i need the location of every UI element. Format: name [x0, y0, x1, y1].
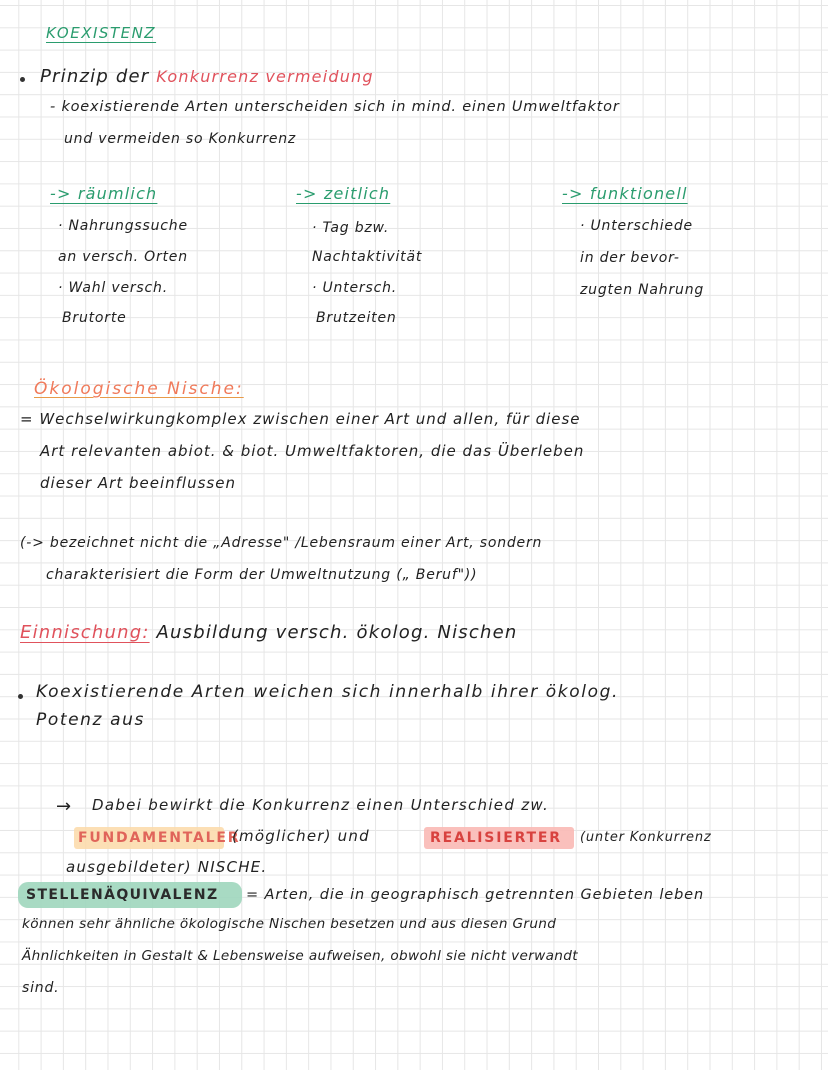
stellen-line-1: = Arten, die in geographisch getrennten Gebieten leben [246, 887, 705, 903]
column-line: · Untersch. [312, 280, 397, 296]
moeglicher-text: (möglicher) und [232, 827, 370, 845]
nische-def-1: = Wechselwirkungkomplex zwischen einer Art und allen, für diese [20, 410, 581, 428]
column-heading: -> zeitlich [296, 184, 391, 203]
bullet [20, 77, 25, 82]
nische-note-1: (-> bezeichnet nicht die „Adresse" /Lebensraum einer Art, sondern [20, 535, 543, 551]
prinzip-desc-1: - koexistierende Arten unterscheiden sich in mind. einen Umweltfaktor [50, 99, 620, 115]
nische-note-2: charakterisiert die Form der Umweltnutzung („ Beruf")) [46, 567, 478, 583]
nische-def-3: dieser Art beeinflussen [40, 474, 236, 492]
nische-def-2: Art relevanten abiot. & biot. Umweltfaktoren, die das Überleben [40, 442, 585, 460]
column-line: · Tag bzw. [312, 220, 390, 236]
bullet [18, 694, 23, 699]
column-line: Nachtaktivität [312, 249, 423, 265]
column-line: an versch. Orten [58, 249, 188, 265]
realisierter-label: REALISIERTER [430, 830, 562, 846]
einnischung-row [20, 624, 517, 642]
page-title: KOEXISTENZ [46, 24, 157, 42]
column-line: · Nahrungssuche [58, 218, 188, 234]
stellen-line-3: Ähnlichkeiten in Gestalt & Lebensweise aufweisen, obwohl sie nicht verwandt [22, 948, 578, 964]
fundamental-label: FUNDAMENTALER [78, 830, 241, 846]
einnischung-label: Einnischung: [20, 622, 150, 643]
column-line: · Wahl versch. [58, 280, 168, 296]
column-line: Brutorte [62, 310, 127, 326]
prinzip-highlight: Konkurrenz vermeidung [156, 67, 374, 86]
column-line: in der bevor- [580, 250, 680, 266]
arrow-icon: → [56, 796, 72, 817]
column-line: zugten Nahrung [580, 282, 705, 298]
column-heading: -> räumlich [50, 184, 158, 203]
prinzip-desc-2: und vermeiden so Konkurrenz [64, 131, 297, 147]
stellen-line-4: sind. [22, 980, 60, 996]
stellen-line-2: können sehr ähnliche ökologische Nischen besetzen und aus diesen Grund [22, 916, 557, 932]
prinzip-heading [40, 68, 374, 86]
unter-konkurrenz-text: (unter Konkurrenz [580, 830, 712, 845]
einnischung-text: Ausbildung versch. ökolog. Nischen [156, 622, 518, 643]
column-line: · Unterschiede [580, 218, 693, 234]
konkurrenz-line-3: ausgebildeter) NISCHE. [66, 858, 268, 876]
stellen-label: STELLENÄQUIVALENZ [26, 887, 219, 903]
konkurrenz-line-1: Dabei bewirkt die Konkurrenz einen Unterschied zw. [92, 796, 550, 814]
prinzip-prefix: Prinzip der [40, 66, 150, 87]
koexist-line-2: Potenz aus [36, 710, 145, 730]
column-heading: -> funktionell [562, 184, 688, 203]
nische-heading: Ökologische Nische: [34, 379, 244, 399]
koexist-line-1: Koexistierende Arten weichen sich innerhalb ihrer ökolog. [36, 682, 619, 702]
column-line: Brutzeiten [316, 310, 397, 326]
